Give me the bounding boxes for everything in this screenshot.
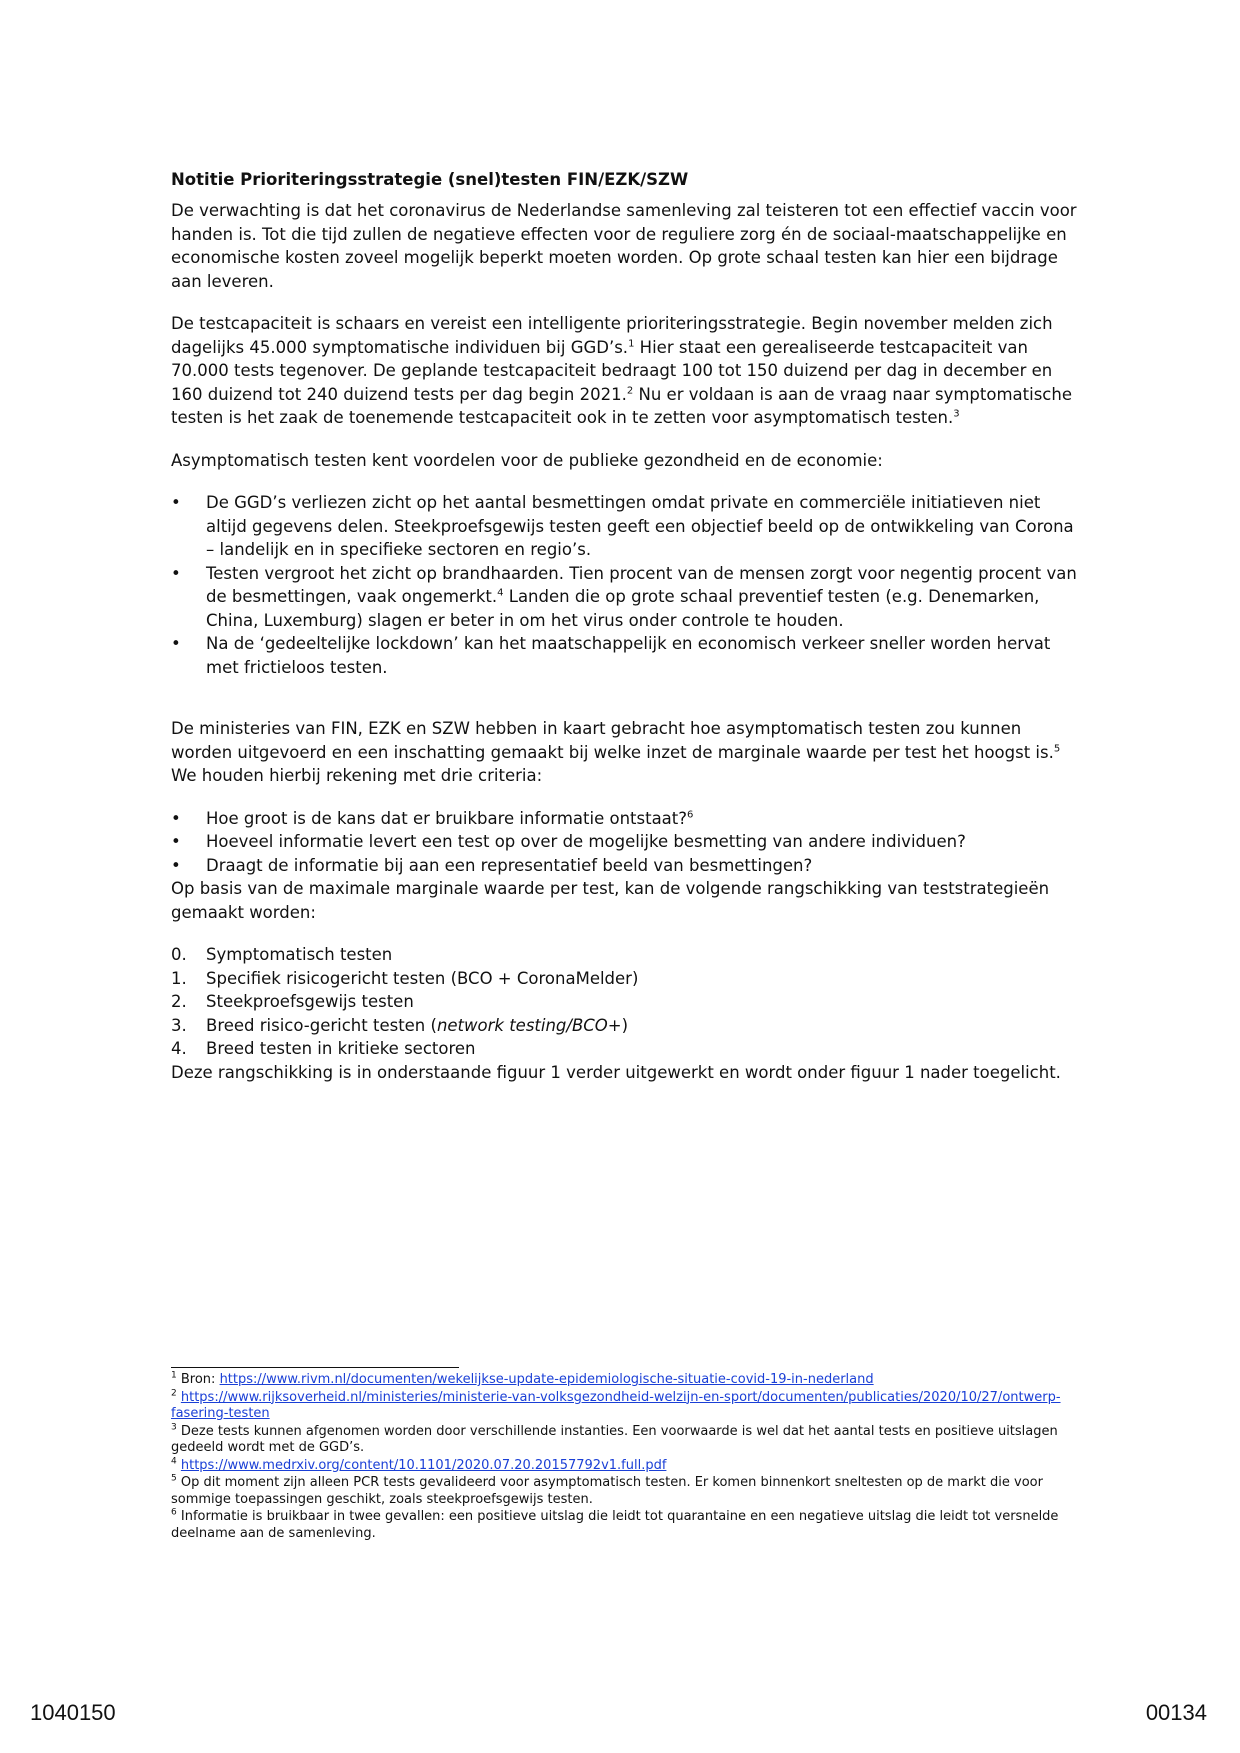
bullet-marker: • — [171, 563, 181, 583]
list-number: 1. — [171, 968, 187, 988]
footnote-link[interactable]: https://www.rijksoverheid.nl/ministeries/ministerie-van-volksgezondheid-welzijn-en-sport/documenten/publicaties/2020/10/27/ontwerp-fasering-testen — [171, 1389, 1061, 1421]
bullet-marker: • — [171, 855, 181, 875]
footnote-text: Deze tests kunnen afgenomen worden door verschillende instanties. Een voorwaarde is wel dat het aantal tests en positieve uitslagen gedeeld wordt met de GGD’s. — [171, 1423, 1058, 1455]
ranking-text: Breed testen in kritieke sectoren — [206, 1039, 476, 1058]
bullet-marker: • — [171, 832, 181, 851]
footnote-number: 4 — [171, 1456, 177, 1467]
benefit-text: Landen die op grote schaal preventief testen (e.g. Denemarken, China, Luxemburg) slagen er beter in om het virus onder controle te houden. — [206, 587, 1040, 630]
list-item — [171, 1037, 1081, 1061]
footnote-number: 3 — [171, 1422, 177, 1433]
list-item — [171, 990, 1081, 1014]
footnote-4 — [171, 1458, 1081, 1475]
list-item — [171, 562, 1081, 633]
footnote-separator — [171, 1367, 459, 1368]
capacity-text-b: Hier staat een gerealiseerde testcapaciteit van 70.000 tests tegenover. De geplande testcapaciteit bedraagt 100 tot 150 duizend per dag in december en 160 duizend tot 240 duizend tests per dag begin 2021. — [171, 337, 1053, 404]
footnote-5 — [171, 1475, 1081, 1508]
list-item — [171, 632, 1081, 679]
footnote-3 — [171, 1424, 1081, 1457]
benefit-text: Testen vergroot het zicht op brandhaarden. Tien procent van de mensen zorgt voor negentig procent van de besmettingen, vaak ongemerkt. — [206, 563, 1077, 606]
document-title: Notitie Prioriteringsstrategie (snel)testen FIN/EZK/SZW — [171, 170, 689, 189]
closing-paragraph: Deze rangschikking is in onderstaande figuur 1 verder uitgewerkt en wordt onder figuur 1 nader toegelicht. — [171, 1062, 1061, 1082]
list-item — [171, 967, 1081, 991]
ranking-text: Symptomatisch testen — [206, 945, 393, 964]
footnote-text: Op dit moment zijn alleen PCR tests gevalideerd voor asymptomatisch testen. Er komen binnenkort sneltesten op de markt die voor sommige toepassingen geschikt, zoals steekproefsgewijs testen. — [171, 1475, 1043, 1507]
footnote-text: Informatie is bruikbaar in twee gevallen: een positieve uitslag die leidt tot quarantaine en een negatieve uitslag die leidt tot versnelde deelname aan de samenleving. — [171, 1509, 1059, 1541]
footnotes — [171, 1367, 1081, 1543]
list-number: 3. — [171, 1015, 187, 1035]
footnote-ref-5[interactable]: 5 — [1053, 743, 1061, 754]
benefit-text: De GGD’s verliezen zicht op het aantal besmettingen omdat private en commerciële initiatieven niet altijd gegevens delen. Steekproefsgewijs testen geeft een objectief beeld op de ontwikkeling van Corona – landelijk en in specifieke sectoren en regio’s. — [206, 493, 1074, 559]
list-item — [171, 1014, 1081, 1038]
page-id-left: 1040150 — [30, 1700, 116, 1725]
footnote-ref-6[interactable]: 6 — [687, 809, 694, 820]
intro-paragraph: De verwachting is dat het coronavirus de Nederlandse samenleving zal teisteren tot een effectief vaccin voor handen is. Tot die tijd zullen de negatieve effecten voor de reguliere zorg én de sociaal-maatschappelijke en economische kosten zoveel mogelijk beperkt moeten worden. Op grote schaal testen kan hier een bijdrage aan leveren. — [171, 201, 1077, 291]
footnote-number: 5 — [171, 1473, 177, 1484]
footnote-6 — [171, 1509, 1081, 1542]
bullet-marker: • — [171, 634, 181, 653]
list-item — [171, 830, 1081, 854]
benefits-intro: Asymptomatisch testen kent voordelen voor de publieke gezondheid en de economie: — [171, 450, 883, 470]
list-item — [171, 854, 1081, 878]
ranking-text: Steekproefsgewijs testen — [206, 992, 414, 1011]
list-item — [171, 807, 1081, 831]
ranking-text: ) — [621, 1015, 629, 1035]
ranking-list — [171, 943, 1081, 1061]
footnote-link[interactable]: https://www.medrxiv.org/content/10.1101/2020.07.20.20157792v1.full.pdf — [180, 1457, 667, 1473]
footnote-number: 1 — [171, 1370, 177, 1381]
ministries-text-b: We houden hierbij rekening met drie criteria: — [171, 766, 543, 785]
criterion-text: Draagt de informatie bij aan een representatief beeld van besmettingen? — [206, 855, 813, 875]
footnote-ref-4[interactable]: 4 — [497, 587, 504, 599]
ministries-text-a: De ministeries van FIN, EZK en SZW hebben in kaart gebracht hoe asymptomatisch testen zou kunnen worden uitgevoerd en een inschatting gemaakt bij welke inzet de marginale waarde per test het hoogst is. — [171, 719, 1054, 762]
ranking-italic-text: network testing/BCO+ — [436, 1015, 622, 1035]
benefits-list — [171, 491, 1081, 679]
page-id-right: 00134 — [1145, 1700, 1207, 1725]
footnote-1 — [171, 1372, 1081, 1389]
footnote-link[interactable]: https://www.rivm.nl/documenten/wekelijkse-update-epidemiologische-situatie-covid-19-in-nederland — [219, 1372, 874, 1387]
capacity-text-a: De testcapaciteit is schaars en vereist een intelligente prioriteringsstrategie. Begin november melden zich dagelijks 45.000 symptomatische individuen bij GGD’s. — [171, 314, 1053, 357]
list-item — [171, 943, 1081, 967]
footnote-number: 2 — [171, 1388, 177, 1399]
ranking-intro: Op basis van de maximale marginale waarde per test, kan de volgende rangschikking van teststrategieën gemaakt worden: — [171, 879, 1050, 922]
criterion-text: Hoeveel informatie levert een test op over de mogelijke besmetting van andere individuen? — [206, 832, 966, 851]
capacity-paragraph — [171, 312, 1081, 430]
list-item — [171, 491, 1081, 562]
document-body — [171, 168, 1081, 1103]
list-number: 2. — [171, 992, 187, 1011]
footnote-ref-2[interactable]: 2 — [626, 385, 634, 396]
footnote-ref-1[interactable]: 1 — [628, 338, 635, 349]
ranking-text: Breed risico-gericht testen ( — [206, 1015, 437, 1035]
criterion-text: Hoe groot is de kans dat er bruikbare informatie ontstaat? — [206, 808, 688, 828]
footnote-text: Bron: — [176, 1372, 220, 1387]
capacity-text-c: Nu er voldaan is aan de vraag naar symptomatische testen is het zaak de toenemende testcapaciteit ook in te zetten voor asymptomatisch testen. — [171, 384, 1072, 427]
footnote-2 — [171, 1390, 1081, 1423]
bullet-marker: • — [171, 493, 181, 512]
criteria-list — [171, 807, 1081, 878]
list-number: 4. — [171, 1039, 187, 1058]
list-number: 0. — [171, 945, 187, 964]
ranking-text: Specifiek risicogericht testen (BCO + CoronaMelder) — [206, 968, 639, 988]
benefit-text: Na de ‘gedeeltelijke lockdown’ kan het maatschappelijk en economisch verkeer sneller worden hervat met frictieloos testen. — [206, 634, 1051, 677]
bullet-marker: • — [171, 808, 181, 828]
footnote-number: 6 — [171, 1507, 177, 1518]
ministries-paragraph — [171, 717, 1081, 788]
footnote-ref-3[interactable]: 3 — [953, 408, 960, 420]
